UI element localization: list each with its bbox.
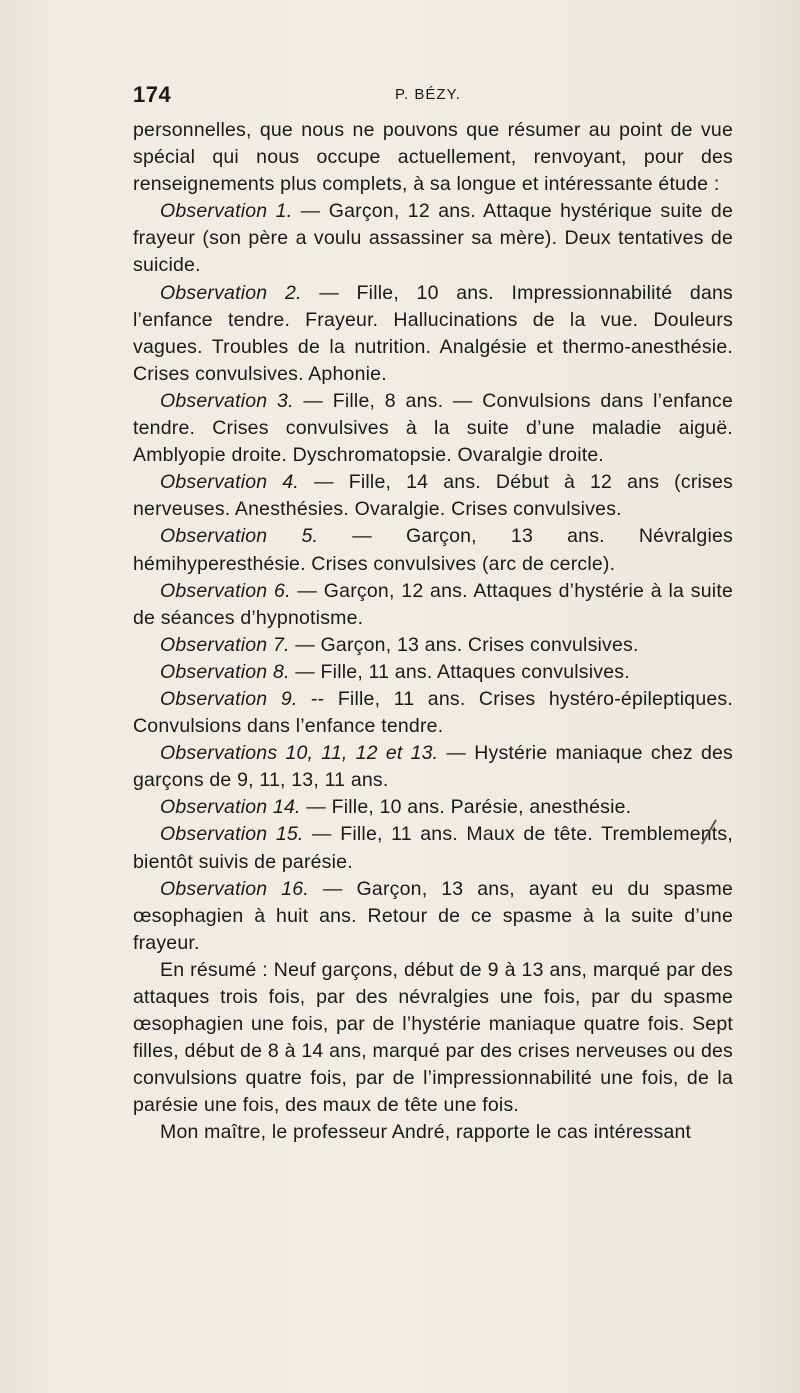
- page-number: 174: [133, 82, 172, 107]
- observation-14: [133, 794, 733, 821]
- running-head: P. BÉZY.: [395, 86, 461, 103]
- observation-4: [133, 469, 733, 523]
- observation-text: — Fille, 11 ans. Attaques convulsives.: [289, 660, 630, 683]
- observation-text: — Garçon, 13 ans. Névralgies hémihyperesthésie. Crises convulsives (arc de cercle).: [133, 525, 733, 575]
- observation-label: Observation 6.: [160, 579, 291, 602]
- observation-16: [133, 876, 733, 957]
- observation-10-13: [133, 740, 733, 794]
- observation-label: Observation 5.: [160, 525, 319, 548]
- closing-paragraph: Mon maître, le professeur André, rapporte le cas intéressant: [160, 1121, 692, 1144]
- observation-text: -- Fille, 11 ans. Crises hystéro-épileptiques. Convulsions dans l’enfance tendre.: [133, 687, 733, 738]
- observation-text: — Garçon, 13 ans. Crises convulsives.: [289, 633, 639, 656]
- observation-text: — Fille, 10 ans. Impressionnabilité dans l’enfance tendre. Frayeur. Hallucinations de la vue. Douleurs vagues. Troubles de la nutrition. Analgésie et thermo-anesthésie. Crises convulsives. Aphonie.: [133, 281, 733, 385]
- summary-paragraph: En résumé : Neuf garçons, début de 9 à 13 ans, marqué par des attaques trois fois, par des névralgies une fois, par du spasme œsophagien une fois, par de l’hystérie maniaque quatre fois. Sept filles, début de 8 à 14 ans, marqué par des crises nerveuses ou des convulsions quatre fois, par de l’impressionnabilité une fois, de la parésie une fois, des maux de tête une fois.: [133, 958, 733, 1117]
- observation-3: [133, 388, 733, 469]
- observation-2: [133, 280, 733, 388]
- observation-label: Observation 2.: [160, 281, 302, 304]
- observation-5: [133, 523, 733, 577]
- observation-label: Observation 14.: [160, 796, 301, 819]
- observation-label: Observation 1.: [160, 200, 293, 223]
- observation-text: — Fille, 8 ans. — Convulsions dans l’enfance tendre. Crises convulsives à la suite d’une maladie aiguë. Amblyopie droite. Dyschromatopsie. Ovaralgie droite.: [133, 389, 733, 467]
- observation-text: — Garçon, 13 ans, ayant eu du spasme œsophagien à huit ans. Retour de ce spasme à la suite d’une frayeur.: [133, 877, 733, 954]
- observation-8: [133, 659, 733, 686]
- observation-9: [133, 686, 733, 740]
- intro-paragraph: personnelles, que nous ne pouvons que résumer au point de vue spécial qui nous occupe actuellement, renvoyant, pour des renseignements plus complets, à sa longue et intéressante étude :: [133, 119, 733, 196]
- page-header: [133, 82, 733, 112]
- observation-text: — Garçon, 12 ans. Attaque hystérique suite de frayeur (son père a voulu assassiner sa mère). Deux tentatives de suicide.: [133, 200, 733, 277]
- observation-text: — Fille, 11 ans. Maux de tête. Tremblements, bientôt suivis de parésie.: [133, 823, 733, 873]
- observation-text: — Hystérie maniaque chez des garçons de 9, 11, 13, 11 ans.: [133, 742, 733, 792]
- observation-label: Observation 16.: [160, 877, 309, 900]
- observation-1: [133, 198, 733, 279]
- observation-text: — Garçon, 12 ans. Attaques d’hystérie à la suite de séances d’hypnotisme.: [133, 579, 733, 629]
- observation-text: — Fille, 14 ans. Début à 12 ans (crises nerveuses. Anesthésies. Ovaralgie. Crises convulsives.: [133, 471, 733, 521]
- observation-7: [133, 632, 733, 659]
- observation-label: Observations 10, 11, 12 et 13.: [160, 742, 439, 765]
- observation-text: — Fille, 10 ans. Parésie, anesthésie.: [300, 796, 632, 819]
- observation-label: Observation 8.: [160, 660, 290, 683]
- observation-6: [133, 578, 733, 632]
- observation-label: Observation 3.: [160, 389, 294, 412]
- observation-label: Observation 15.: [160, 823, 304, 846]
- observation-label: Observation 7.: [160, 633, 290, 656]
- observation-label: Observation 4.: [160, 471, 300, 494]
- page-body: [133, 117, 733, 1147]
- observation-label: Observation 9.: [160, 687, 298, 710]
- observation-15: [133, 821, 733, 875]
